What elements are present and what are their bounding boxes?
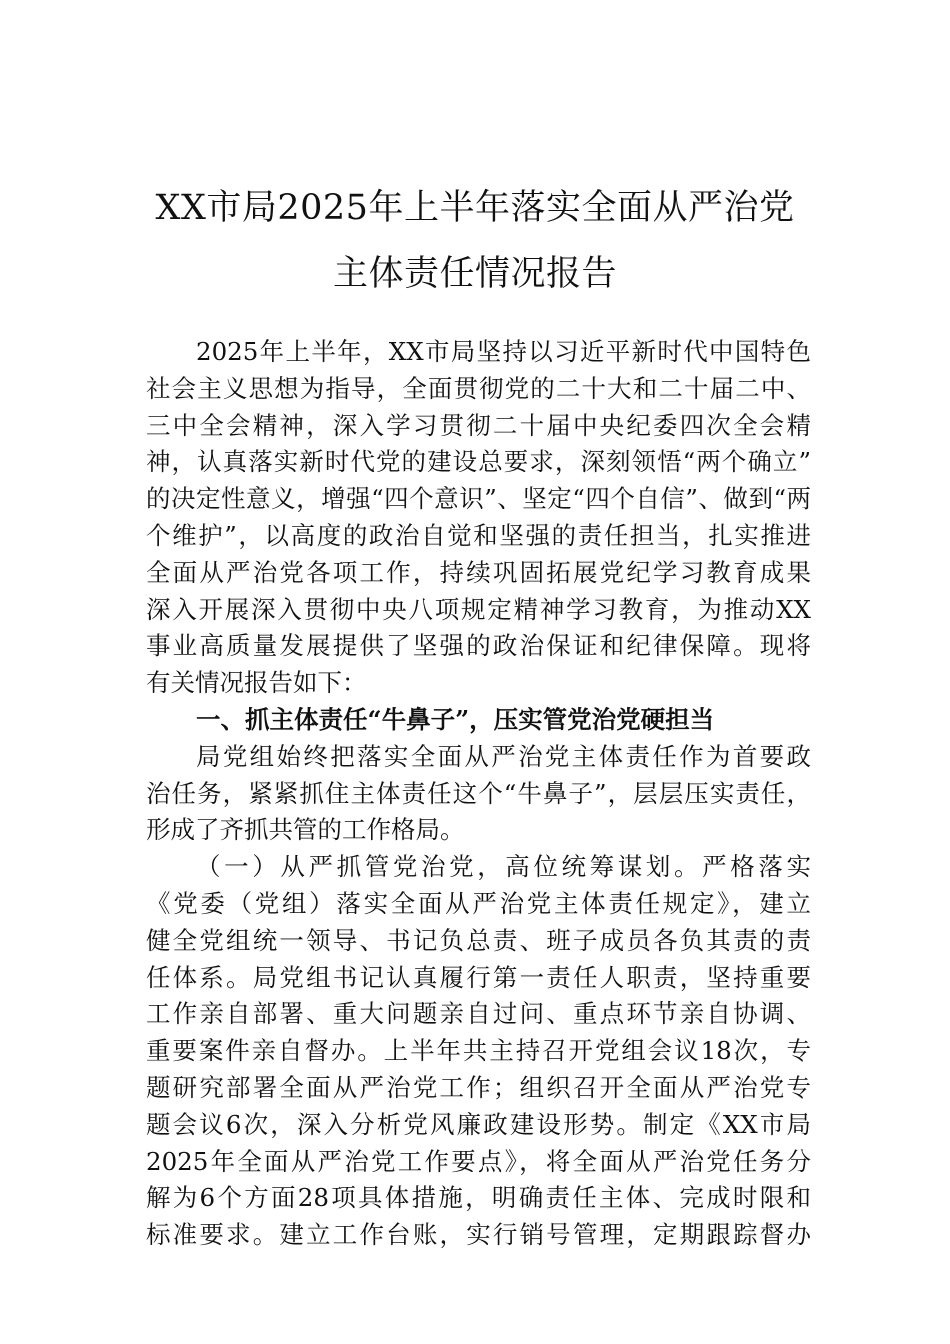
subsection-heading-line: （一）从严抓管党治党，高位统筹谋划。严格落实: [196, 852, 811, 882]
body-line: 形成了齐抓共管的工作格局。: [146, 815, 465, 845]
body-line: 题会议6次，深入分析党风廉政建设形势。制定《XX市局: [146, 1109, 811, 1139]
document-title-line-2: 主体责任情况报告: [332, 254, 617, 294]
body-line: 深入开展深入贯彻中央八项规定精神学习教育，为推动XX: [146, 594, 811, 624]
body-line: 三中全会精神，深入学习贯彻二十届中央纪委四次全会精: [146, 410, 811, 440]
document-body: [146, 334, 811, 1254]
body-line: 2025年全面从严治党工作要点》，将全面从严治党任务分: [146, 1146, 811, 1176]
body-line: 社会主义思想为指导，全面贯彻党的二十大和二十届二中、: [146, 373, 811, 403]
body-line: 题研究部署全面从严治党工作；组织召开全面从严治党专: [146, 1072, 811, 1102]
body-line: 《党委（党组）落实全面从严治党主体责任规定》，建立: [146, 888, 811, 918]
body-line: 健全党组统一领导、书记负总责、班子成员各负其责的责: [146, 925, 811, 955]
body-line: 全面从严治党各项工作，持续巩固拓展党纪学习教育成果: [146, 557, 811, 587]
document-title-line-1: XX市局2025年上半年落实全面从严治党: [155, 188, 795, 228]
body-line: 2025年上半年，XX市局坚持以习近平新时代中国特色: [196, 337, 811, 366]
section-heading: 一、抓主体责任“牛鼻子”，压实管党治党硬担当: [196, 704, 715, 734]
body-line: 有关情况报告如下：: [146, 668, 367, 698]
body-line: 重要案件亲自督办。上半年共主持召开党组会议18次，专: [146, 1036, 811, 1066]
body-line: 任体系。局党组书记认真履行第一责任人职责，坚持重要: [146, 962, 811, 992]
body-line: 局党组始终把落实全面从严治党主体责任作为首要政: [196, 741, 811, 771]
body-line: 标准要求。建立工作台账，实行销号管理，定期跟踪督办: [146, 1220, 811, 1250]
body-line: 工作亲自部署、重大问题亲自过问、重点环节亲自协调、: [146, 999, 811, 1029]
body-line: 个维护”，以高度的政治自觉和坚强的责任担当，扎实推进: [146, 520, 811, 550]
body-line: 治任务，紧紧抓住主体责任这个“牛鼻子”，层层压实责任，: [146, 778, 811, 808]
body-line: 神，认真落实新时代党的建设总要求，深刻领悟“两个确立”: [146, 447, 811, 477]
body-line: 的决定性意义，增强“四个意识”、坚定“四个自信”、做到“两: [146, 484, 811, 514]
body-line: 事业高质量发展提供了坚强的政治保证和纪律保障。现将: [146, 631, 811, 661]
body-line: 解为6个方面28项具体措施，明确责任主体、完成时限和: [146, 1183, 811, 1213]
